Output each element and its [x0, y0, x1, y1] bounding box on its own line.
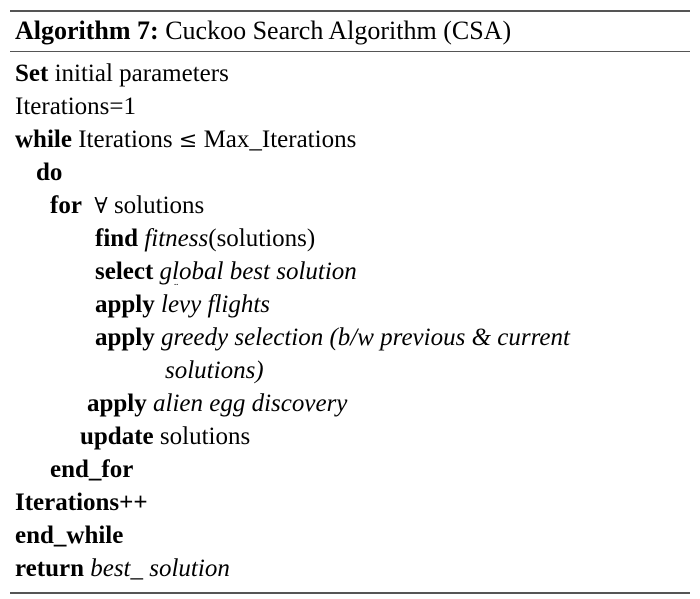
line-iterations-init — [15, 92, 136, 122]
keyword-do: do — [36, 159, 63, 186]
line-for — [50, 191, 204, 222]
line-select — [95, 257, 357, 287]
line-apply-levy — [95, 290, 270, 320]
line-italic: alien egg discovery — [153, 390, 348, 417]
line-find — [95, 224, 315, 254]
top-rule — [10, 10, 690, 12]
line-set-params — [15, 59, 229, 89]
keyword-find: find — [95, 225, 139, 252]
algorithm-label: Algorithm 7: — [15, 16, 159, 45]
keyword-for: for — [50, 192, 82, 219]
forall-symbol: ∀ — [94, 194, 108, 219]
line-italic: y flights — [190, 291, 271, 318]
line-end-for — [50, 455, 133, 485]
line-while — [15, 125, 356, 156]
levy-part-a: lev — [161, 291, 191, 318]
line-update — [80, 422, 250, 452]
line-text: Iterations=1 — [15, 93, 137, 120]
line-italic — [161, 290, 190, 320]
keyword-iterations-increment: Iterations++ — [15, 489, 148, 516]
line-italic: solutions) — [165, 357, 264, 384]
line-text: (solutions) — [208, 225, 316, 252]
line-apply-alien — [87, 389, 347, 419]
keyword-end-while: end_while — [15, 522, 124, 549]
line-return — [15, 554, 230, 584]
keyword-update: update — [80, 423, 154, 450]
line-italic: best_ solution — [90, 555, 230, 582]
keyword-end-for: end_for — [50, 456, 134, 483]
algorithm-title: Cuckoo Search Algorithm (CSA) — [165, 16, 512, 45]
keyword-select: select — [95, 258, 154, 285]
keyword-apply: apply — [95, 324, 155, 351]
line-iterations-increment — [15, 488, 148, 518]
keyword-return: return — [15, 555, 84, 582]
keyword-while: while — [15, 126, 72, 153]
line-text: solutions — [153, 423, 251, 450]
keyword-apply: apply — [95, 291, 155, 318]
header-rule — [10, 51, 690, 52]
line-text: Iterations — [71, 126, 179, 153]
line-end-while — [15, 521, 123, 551]
algorithm-header — [15, 16, 511, 46]
line-text: solutions — [107, 192, 205, 219]
line-apply-greedy — [95, 323, 570, 353]
line-italic: global best solution — [159, 258, 357, 285]
line-italic: fitness — [144, 225, 209, 252]
line-do — [36, 158, 62, 188]
bottom-rule — [10, 592, 690, 594]
line-text: initial parameters — [48, 60, 229, 87]
line-text: Max_Iterations — [197, 126, 357, 153]
line-greedy-continued — [165, 356, 264, 386]
leq-symbol: ≤ — [178, 128, 198, 153]
line-italic: greedy selection (b/w previous & current — [161, 324, 570, 351]
keyword-set: Set — [15, 60, 49, 87]
keyword-apply: apply — [87, 390, 147, 417]
